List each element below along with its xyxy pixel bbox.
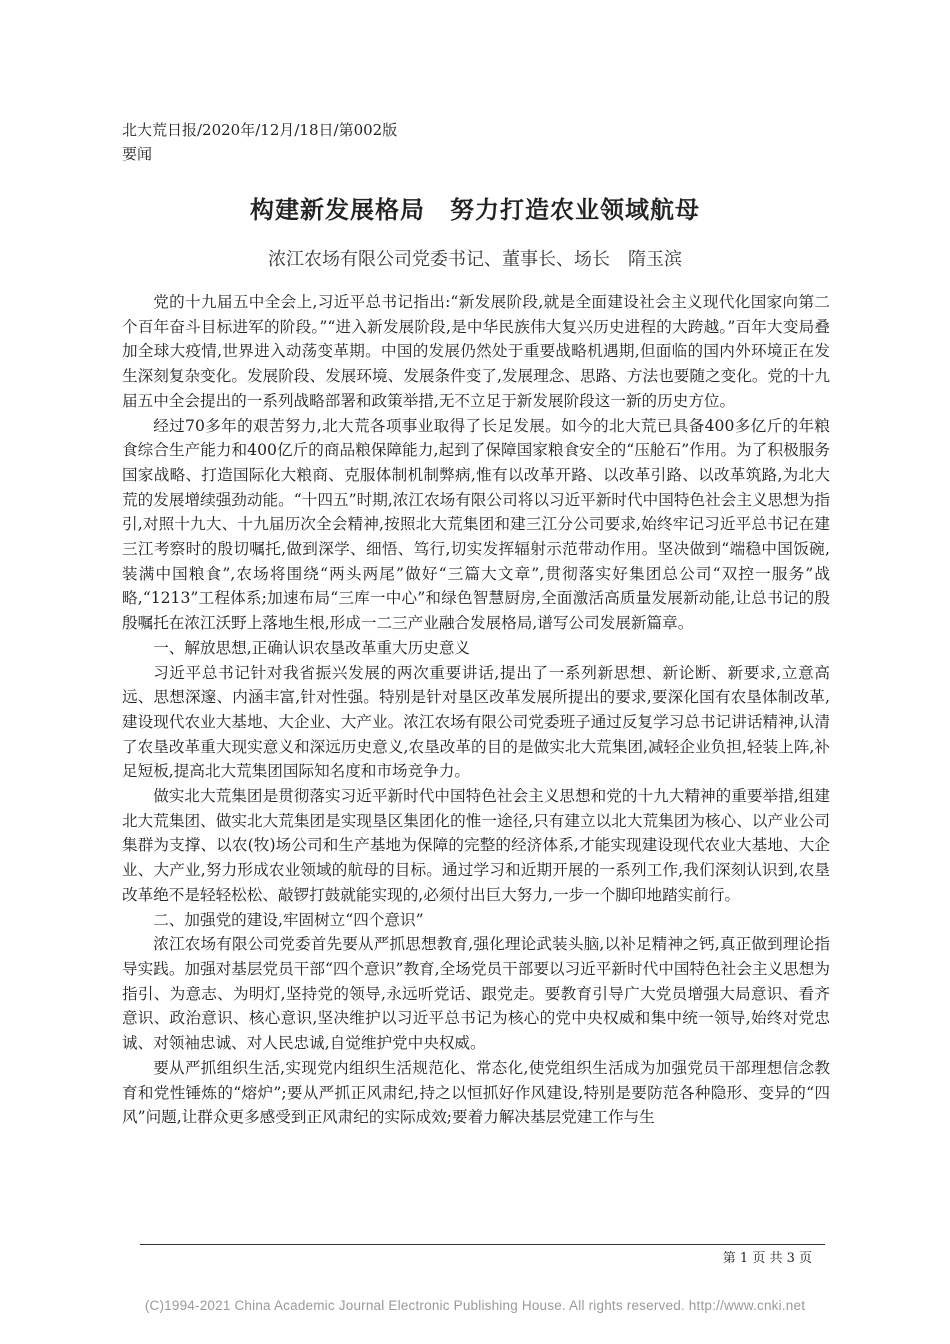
- section-label: 要闻: [122, 145, 153, 163]
- article-body: [122, 290, 830, 1130]
- paragraph: 党的十九届五中全会上,习近平总书记指出:“新发展阶段,就是全面建设社会主义现代化国家向第二个百年奋斗目标进军的阶段。”“进入新发展阶段,是中华民族伟大复兴历史进程的大跨越。”百年大变局叠加全球大疫情,世界进入动荡变革期。中国的发展仍然处于重要战略机遇期,但面临的国内外环境正在发生深刻复杂变化。发展阶段、发展环境、发展条件变了,发展理念、思路、方法也要随之变化。党的十九届五中全会提出的一系列战略部署和政策举措,无不立足于新发展阶段这一新的历史方位。: [122, 293, 830, 410]
- footer-divider: [140, 1244, 825, 1245]
- article-title: 构建新发展格局 努力打造农业领域航母: [250, 196, 700, 224]
- section-heading: 一、解放思想,正确认识农垦改革重大历史意义: [153, 638, 471, 657]
- article-author: 浓江农场有限公司党委书记、董事长、场长 隋玉滨: [268, 249, 682, 270]
- paragraph: 习近平总书记针对我省振兴发展的两次重要讲话,提出了一系列新思想、新论断、新要求,立意高远、思想深邃、内涵丰富,针对性强。特别是针对垦区改革发展所提出的要求,要深化国有农垦体制改革,建设现代农业大基地、大企业、大产业。浓江农场有限公司党委班子通过反复学习总书记讲话精神,认清了农垦改革重大现实意义和深远历史意义,农垦改革的目的是做实北大荒集团,减轻企业负担,轻装上阵,补足短板,提高北大荒集团国际知名度和市场竞争力。: [122, 663, 830, 781]
- page-number: 第 1 页 共 3 页: [722, 1251, 812, 1266]
- paragraph: 浓江农场有限公司党委首先要从严抓思想教育,强化理论武装头脑,以补足精神之钙,真正做到理论指导实践。加强对基层党员干部“四个意识”教育,全场党员干部要以习近平新时代中国特色社会主义思想为指引、为意志、为明灯,坚持党的领导,永远听党话、跟党走。要教育引导广大党员增强大局意识、看齐意识、政治意识、核心意识,坚决维护以习近平总书记为核心的党中央权威和集中统一领导,始终对党忠诚、对领袖忠诚、对人民忠诚,自觉维护党中央权威。: [122, 935, 830, 1053]
- source-info: [122, 118, 397, 166]
- source-line: 北大荒日报/2020年/12月/18日/第002版: [122, 121, 398, 139]
- paragraph: 做实北大荒集团是贯彻落实习近平新时代中国特色社会主义思想和党的十九大精神的重要举措,组建北大荒集团、做实北大荒集团是实现垦区集团化的惟一途径,只有建立以北大荒集团为核心、以产业公司集群为支撑、以农(牧)场公司和生产基地为保障的完整的经济体系,才能实现建设现代农业大基地、大企业、大产业,努力形成农业领域的航母的目标。通过学习和近期开展的一系列工作,我们深刻认识到,农垦改革绝不是轻轻松松、敲锣打鼓就能实现的,必须付出巨大努力,一步一个脚印地踏实前行。: [122, 787, 830, 904]
- section-heading: 二、加强党的建设,牢固树立“四个意识”: [153, 910, 424, 929]
- paragraph: 经过70多年的艰苦努力,北大荒各项事业取得了长足发展。如今的北大荒已具备400多亿斤的年粮食综合生产能力和400亿斤的商品粮保障能力,起到了保障国家粮食安全的“压舱石”作用。为了积极服务国家战略、打造国际化大粮商、克服体制机制弊病,惟有以改革开路、以改革引路、以改革筑路,为北大荒的发展增续强劲动能。“十四五”时期,浓江农场有限公司将以习近平新时代中国特色社会主义思想为指引,对照十九大、十九届历次全会精神,按照北大荒集团和建三江分公司要求,始终牢记习近平总书记在建三江考察时的殷切嘱托,做到深学、细悟、笃行,切实发挥辐射示范带动作用。坚决做到“端稳中国饭碗,装满中国粮食”,农场将围绕“两头两尾”做好“三篇大文章”,贯彻落实好集团总公司“双控一服务”战略,“1213”工程体系;加速布局“三库一中心”和绿色智慧厨房,全面激活高质量发展新动能,让总书记的殷殷嘱托在浓江沃野上落地生根,形成一二三产业融合发展格局,谱写公司发展新篇章。: [122, 416, 830, 633]
- copyright-footer: (C)1994-2021 China Academic Journal Electronic Publishing House. All rights reserved. http://www.cnki.net: [144, 1298, 806, 1313]
- paragraph: 要从严抓组织生活,实现党内组织生活规范化、常态化,使党组织生活成为加强党员干部理想信念教育和党性锤炼的“熔炉”;要从严抓正风肃纪,持之以恒抓好作风建设,特别是要防范各种隐形、变异的“四风”问题,让群众更多感受到正风肃纪的实际成效;要着力解决基层党建工作与生: [122, 1058, 830, 1127]
